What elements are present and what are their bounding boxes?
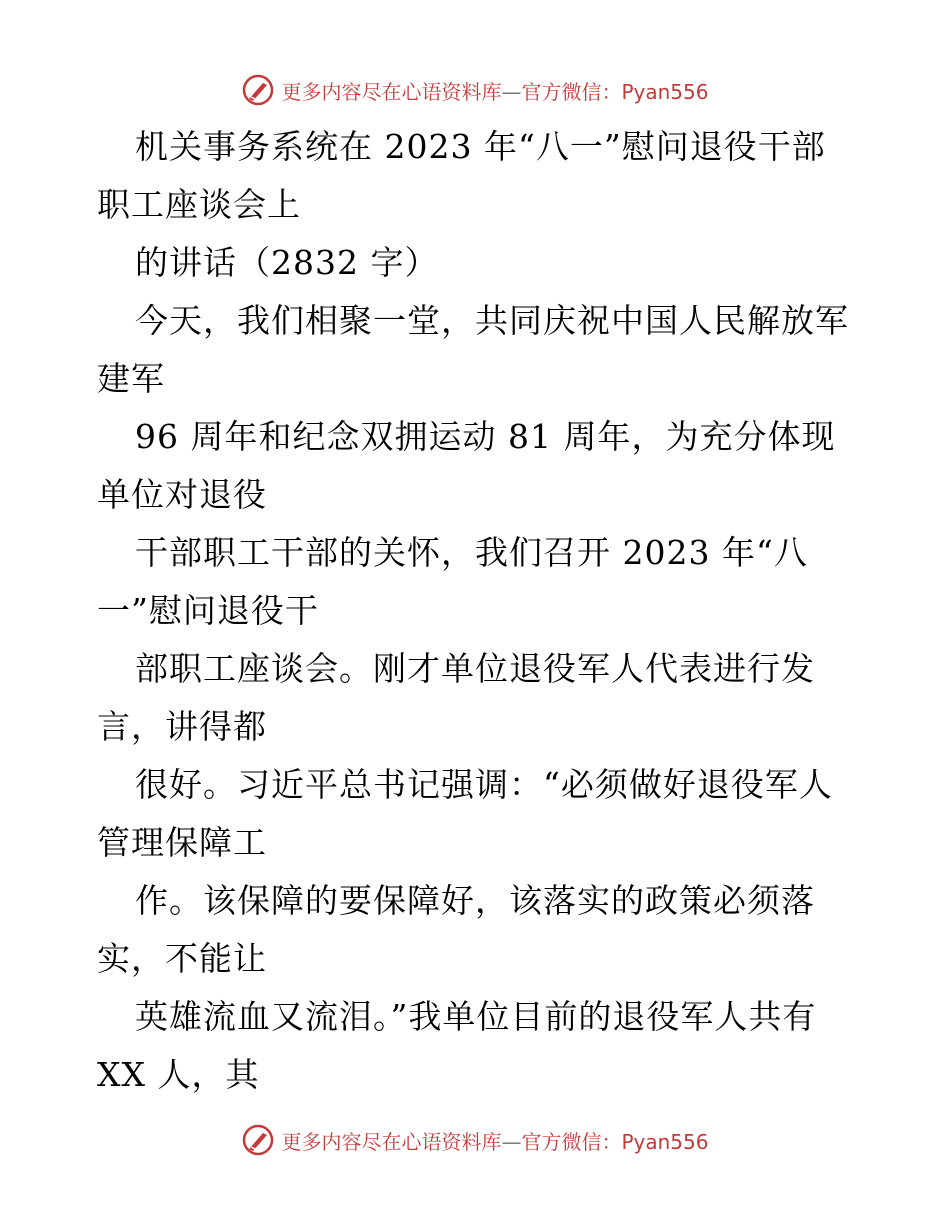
text-line: 实，不能让 (97, 939, 267, 978)
banner-main-text: 更多内容尽在心语资料库 (281, 1129, 502, 1154)
text-line: 职工座谈会上 (97, 185, 301, 224)
text-line: 建军 (97, 359, 165, 398)
banner-contact-text: 官方微信：Pyan556 (521, 79, 709, 104)
pen-quill-logo-icon (241, 1123, 275, 1157)
banner-separator: — (501, 1129, 522, 1154)
header-banner (0, 70, 950, 110)
text-line: XX 人，其 (97, 1055, 260, 1094)
text-line: 96 周年和纪念双拥运动 81 周年，为充分体现 (135, 417, 836, 456)
text-line: 部职工座谈会。刚才单位退役军人代表进行发 (135, 649, 815, 688)
text-line: 今天，我们相聚一堂，共同庆祝中国人民解放军 (135, 301, 849, 340)
text-line: 一”慰问退役干 (97, 591, 319, 630)
footer-banner (0, 1120, 950, 1160)
text-line: 干部职工干部的关怀，我们召开 2023 年“八 (135, 533, 808, 572)
banner-separator: — (501, 79, 522, 104)
text-line: 机关事务系统在 2023 年“八一”慰问退役干部 (135, 127, 826, 166)
text-line: 管理保障工 (97, 823, 267, 862)
document-body (97, 118, 857, 1104)
banner-main-text: 更多内容尽在心语资料库 (281, 79, 502, 104)
text-line: 单位对退役 (97, 475, 267, 514)
text-line: 的讲话（2832 字） (135, 243, 439, 282)
pen-quill-logo-icon (241, 73, 275, 107)
text-line: 很好。习近平总书记强调：“必须做好退役军人 (135, 765, 833, 804)
banner-contact-text: 官方微信：Pyan556 (521, 1129, 709, 1154)
text-line: 英雄流血又流泪。”我单位目前的退役军人共有 (135, 997, 817, 1036)
text-line: 言，讲得都 (97, 707, 267, 746)
banner-text (281, 1126, 708, 1155)
banner-text (281, 76, 708, 105)
text-line: 作。该保障的要保障好，该落实的政策必须落 (135, 881, 815, 920)
